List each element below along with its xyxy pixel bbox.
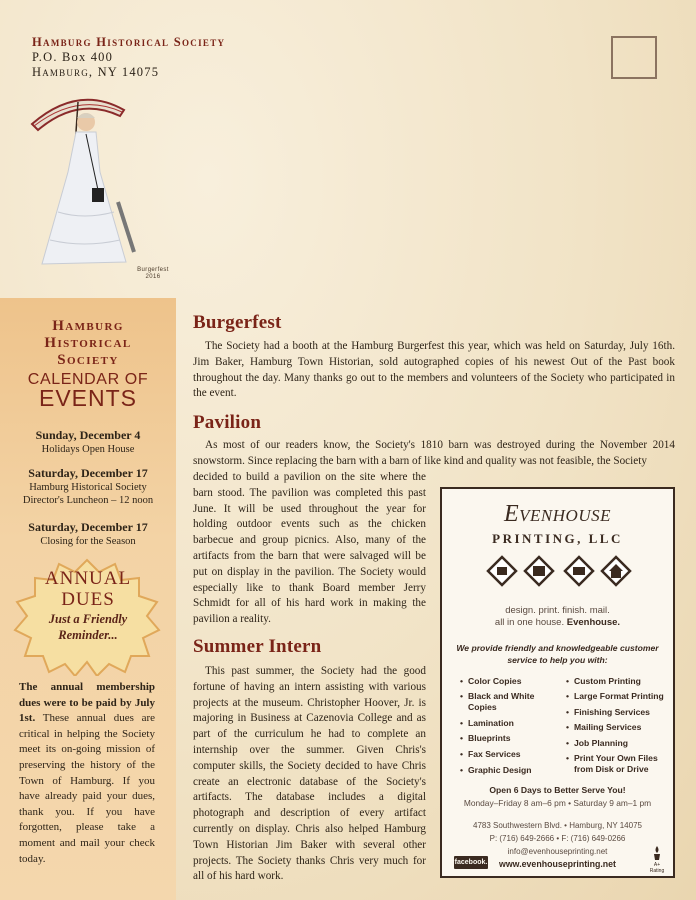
dues-line-1: ANNUAL	[44, 568, 132, 589]
friendly-line-1: Just a Friendly	[48, 612, 128, 626]
sidebar-org-line-1: Hamburg	[52, 318, 124, 334]
ad-contact	[442, 819, 673, 858]
service-item: • Finishing Services	[574, 707, 650, 718]
burgerfest-title: Burgerfest	[193, 312, 282, 333]
dues-body-text: These annual dues are critical in helping the Society meet its on-going mission of preserving the history of the Town of Hamburg. If you have already paid your dues, thank you. If you have forgotten, please take a moment and mail your check today.	[19, 712, 155, 865]
ad-intro: We provide friendly and knowledgeable customer service to help you with:	[456, 643, 659, 665]
sidebar-org-line-3: Society	[57, 352, 119, 368]
events-heading: EVENTS	[38, 385, 138, 411]
ad-hours: Monday–Friday 8 am–6 pm • Saturday 9 am–1 pm	[463, 798, 652, 808]
service-item: • Fax Services	[468, 749, 521, 760]
caption-line-2: 2016	[145, 274, 161, 280]
service-item: • Color Copies	[468, 676, 521, 687]
event-date: Saturday, December 17	[28, 520, 148, 534]
friendly-line-2: Reminder...	[58, 628, 118, 642]
intern-body: This past summer, the Society had the good fortune of having an intern assisting with various projects at the museum. Christopher Hoover, Jr. is majoring in Business at Cazenovia College and as part of the curriculum he had to complete an internship over the summer. Given Chris's computer skills, the Society decided to have Chris create an electronic database of the Society's artifacts. The database includes a digital photograph and description of every artifact currently on display. Chris also helped Hamburg Town Historian Jim Baker with several other projects. The Society thanks Chris very much for all of his hard work.	[193, 665, 426, 883]
printer-icon	[525, 557, 553, 585]
calendar-sidebar	[0, 298, 176, 900]
pavilion-body-narrow: decided to build a pavilion on the site where the barn stood. The pavilion was completed this past June. It will be used throughout the year for holding outdoor events such as the chicken barbecue and group picnics. Also, many of the artifacts from the barn that were salvaged will be put on display in the pavilion. The Society would especially like to thank Board member Jerry Schmidt for all of his hard work in making the pavilion a reality.	[193, 471, 426, 626]
service-item: • Black and White Copies	[468, 691, 554, 713]
house-icon	[602, 557, 630, 585]
caption-line-1: Burgerfest	[137, 267, 169, 273]
service-item: • Custom Printing	[574, 676, 641, 687]
service-item: • Lamination	[468, 718, 514, 729]
ad-website-link[interactable]: www.evenhouseprinting.net	[499, 859, 616, 869]
service-item: • Print Your Own Files from Disk or Drive	[574, 753, 666, 775]
event-desc: Director's Luncheon – 12 noon	[22, 495, 154, 506]
sidebar-org	[0, 318, 176, 369]
annual-dues-title	[0, 568, 176, 610]
service-item: • Graphic Design	[468, 765, 532, 776]
photo-caption	[128, 267, 178, 281]
event-item	[0, 520, 176, 548]
ad-tagline-2-pre: all in one house.	[494, 617, 565, 628]
ad-open-days: Open 6 Days to Better Serve You!	[489, 785, 626, 795]
calendar-heading: CALENDAR OF	[27, 371, 149, 388]
evenhouse-ad	[440, 487, 675, 878]
event-item	[0, 466, 176, 507]
return-address	[32, 35, 225, 80]
service-item: • Job Planning	[574, 738, 628, 749]
stamp-box	[611, 36, 657, 79]
bbb-rating-text: A+ Rating	[649, 862, 665, 874]
event-desc: Closing for the Season	[40, 536, 136, 547]
return-org: Hamburg Historical Society	[32, 35, 226, 49]
sidebar-org-line-2: Historical	[44, 335, 132, 351]
dues-line-2: DUES	[61, 589, 115, 610]
dues-body-bold: The annual membership dues were to be paid by July 1st.	[19, 681, 155, 725]
event-date: Sunday, December 4	[35, 428, 141, 442]
friendly-reminder	[0, 611, 176, 643]
event-desc: Hamburg Historical Society	[29, 482, 147, 493]
ad-phones: P: (716) 649-2666 • F: (716) 649-0266	[489, 834, 626, 843]
facebook-icon[interactable]: facebook.	[454, 856, 488, 869]
ad-business-name: Evenhouse	[504, 501, 611, 527]
return-city: Hamburg, NY 14075	[32, 65, 160, 79]
ad-tagline-2-bold: Evenhouse.	[566, 617, 621, 628]
ad-email[interactable]: info@evenhouseprinting.net	[507, 847, 608, 856]
event-desc: Holidays Open House	[41, 444, 135, 455]
ad-icons	[484, 551, 634, 601]
ad-address: 4783 Southwestern Blvd. • Hamburg, NY 14075	[473, 821, 642, 830]
burgerfest-photo	[28, 92, 146, 272]
event-item	[0, 428, 176, 456]
pavilion-body-full: As most of our readers know, the Society's 1810 barn was destroyed during the November 2014 snowstorm. Since replacing the barn with a barn of like kind and quality was not feasible, the Society	[193, 439, 675, 467]
tools-icon	[488, 557, 516, 585]
ad-tagline	[442, 605, 673, 629]
dues-body	[19, 680, 155, 867]
intern-title: Summer Intern	[193, 636, 322, 657]
bbb-torch-icon	[651, 846, 663, 860]
service-item: • Blueprints	[468, 733, 511, 744]
burgerfest-body: The Society had a booth at the Hamburg Burgerfest this year, which was held on Saturday, July 16th. Jim Baker, Hamburg Town Historian, sold autographed copies of his newest Out of the Past book throughout the day. Many thanks go out to the members and volunteers of the Society who participated in the event.	[193, 340, 675, 400]
return-po-box: P.O. Box 400	[32, 50, 114, 64]
ad-tagline-1: design. print. finish. mail.	[505, 605, 610, 616]
ad-tagline-2	[442, 617, 673, 629]
ad-business-sub: PRINTING, LLC	[492, 531, 623, 546]
service-item: • Mailing Services	[574, 722, 641, 733]
bbb-rating-badge	[648, 846, 666, 874]
service-item: • Large Format Printing	[574, 691, 664, 702]
pavilion-title: Pavilion	[193, 412, 262, 433]
mail-icon	[565, 557, 593, 585]
event-date: Saturday, December 17	[28, 466, 148, 480]
